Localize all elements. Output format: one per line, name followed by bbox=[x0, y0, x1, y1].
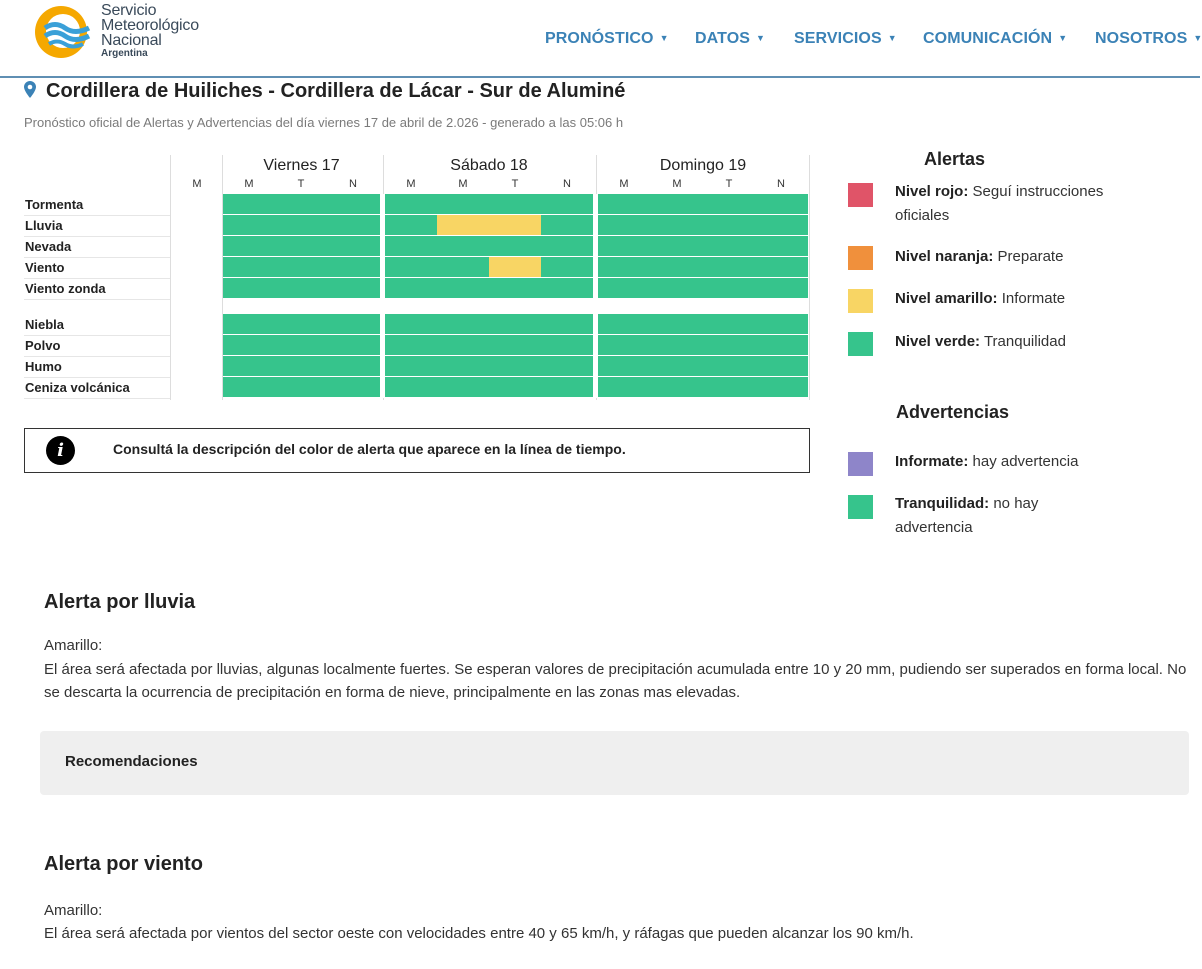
timeline-cell-verde bbox=[275, 356, 327, 377]
timeline-cell-verde bbox=[223, 194, 275, 215]
timeline-cell-verde bbox=[385, 194, 437, 215]
day-header: Sábado 18 bbox=[450, 157, 528, 174]
grid-divider bbox=[809, 155, 810, 400]
location-pin-icon bbox=[24, 81, 36, 98]
row-separator bbox=[24, 278, 170, 279]
forecast-subtitle: Pronóstico oficial de Alertas y Advertencias del día viernes 17 de abril de 2.026 - generado a las 05:06 h bbox=[24, 115, 624, 130]
timeline-cell-verde bbox=[755, 194, 808, 215]
timeline-cell-verde bbox=[223, 377, 275, 398]
timeline-cell-verde bbox=[437, 236, 489, 257]
cell-separator bbox=[223, 298, 808, 299]
period-label: M bbox=[406, 178, 416, 190]
chevron-down-icon: ▼ bbox=[887, 33, 897, 43]
timeline-cell-verde bbox=[489, 236, 541, 257]
legend-item-verde bbox=[895, 330, 1155, 354]
timeline-cell-verde bbox=[755, 257, 808, 278]
site-header bbox=[0, 0, 1200, 78]
timeline-cell-verde bbox=[275, 236, 327, 257]
period-label: M bbox=[458, 178, 468, 190]
timeline-cell-verde bbox=[489, 194, 541, 215]
period-label: M bbox=[619, 178, 629, 190]
nav-pronostico[interactable] bbox=[545, 30, 669, 48]
timeline-cell-verde bbox=[651, 257, 703, 278]
nav-datos[interactable] bbox=[695, 30, 765, 48]
timeline-cell-verde bbox=[385, 335, 437, 356]
period-label: M bbox=[244, 178, 254, 190]
timeline-cell-verde bbox=[437, 278, 489, 299]
legend-item-naranja bbox=[895, 245, 1155, 269]
timeline-cell-verde bbox=[541, 257, 593, 278]
nav-comunicacion[interactable] bbox=[923, 30, 1067, 48]
timeline-row-label: Tormenta bbox=[25, 197, 84, 212]
timeline-cell-verde bbox=[651, 194, 703, 215]
row-separator bbox=[24, 356, 170, 357]
timeline-cell-verde bbox=[598, 236, 651, 257]
legend-item-desc: Preparate bbox=[993, 248, 1064, 265]
brand-line-4: Argentina bbox=[101, 48, 148, 59]
timeline-cell-verde bbox=[385, 314, 437, 335]
timeline-cell-verde bbox=[385, 356, 437, 377]
timeline-cell-verde bbox=[275, 194, 327, 215]
timeline-cell-verde bbox=[489, 314, 541, 335]
timeline-row-label: Niebla bbox=[25, 317, 65, 332]
legend-item-name: Informate: bbox=[895, 453, 969, 470]
chevron-down-icon: ▼ bbox=[659, 33, 669, 43]
timeline-cell-verde bbox=[327, 194, 380, 215]
timeline-cell-verde bbox=[755, 335, 808, 356]
timeline-cell-verde bbox=[327, 377, 380, 398]
timeline-cell-verde bbox=[327, 314, 380, 335]
timeline-cell-verde bbox=[437, 314, 489, 335]
day-header: Domingo 19 bbox=[659, 157, 747, 174]
timeline-cell-verde bbox=[598, 278, 651, 299]
timeline-cell-verde bbox=[489, 278, 541, 299]
timeline-cell-amarillo bbox=[489, 257, 541, 278]
timeline-cell-verde bbox=[489, 335, 541, 356]
timeline-cell-verde bbox=[275, 335, 327, 356]
timeline-row-label: Viento zonda bbox=[25, 281, 106, 296]
alert-level: Amarillo: bbox=[44, 902, 103, 919]
legend-swatch-verde bbox=[848, 332, 873, 356]
timeline-cell-amarillo bbox=[437, 215, 489, 236]
chevron-down-icon: ▼ bbox=[1058, 33, 1068, 43]
timeline-cell-verde bbox=[327, 335, 380, 356]
timeline-cell-verde bbox=[651, 278, 703, 299]
brand-line-3: Nacional bbox=[101, 32, 162, 49]
day-gap bbox=[380, 194, 385, 398]
timeline-cell-verde bbox=[489, 377, 541, 398]
timeline-row-label: Viento bbox=[25, 260, 65, 275]
timeline-cell-verde bbox=[489, 356, 541, 377]
row-separator bbox=[24, 398, 170, 399]
legend-item-desc: no hay advertencia bbox=[895, 495, 1039, 536]
timeline-cell-verde bbox=[385, 377, 437, 398]
timeline-cell-verde bbox=[755, 236, 808, 257]
timeline-cell-verde bbox=[385, 236, 437, 257]
nav-servicios[interactable] bbox=[794, 30, 897, 48]
timeline-cell-verde bbox=[437, 335, 489, 356]
recommendations-label[interactable]: Recomendaciones bbox=[65, 753, 198, 770]
legend-swatch-advertencia bbox=[848, 452, 873, 476]
timeline-cell-verde bbox=[385, 215, 437, 236]
timeline-cell-verde bbox=[598, 314, 651, 335]
timeline-cell-verde bbox=[703, 215, 755, 236]
legend-item-rojo bbox=[895, 180, 1125, 228]
nav-datos-label: DATOS bbox=[695, 30, 751, 47]
brand-line-2: Meteorológico bbox=[101, 17, 199, 34]
timeline-cell-verde bbox=[651, 335, 703, 356]
period-label: N bbox=[777, 178, 785, 190]
nav-nosotros-label: NOSOTROS bbox=[1095, 30, 1188, 47]
timeline-cell-verde bbox=[541, 215, 593, 236]
timeline-cell-verde bbox=[223, 335, 275, 356]
timeline-cell-verde bbox=[598, 335, 651, 356]
timeline-cell-verde bbox=[437, 257, 489, 278]
timeline-row-label: Nevada bbox=[25, 239, 72, 254]
period-label: T bbox=[297, 178, 305, 190]
timeline-cell-verde bbox=[541, 356, 593, 377]
timeline-cell-verde bbox=[755, 356, 808, 377]
timeline-cell-verde bbox=[223, 356, 275, 377]
timeline-row-label: Polvo bbox=[25, 338, 61, 353]
period-label: N bbox=[349, 178, 357, 190]
timeline-cell-verde bbox=[755, 278, 808, 299]
timeline-cell-verde bbox=[703, 257, 755, 278]
nav-nosotros[interactable] bbox=[1095, 30, 1202, 48]
info-text: Consultá la descripción del color de alerta que aparece en la línea de tiempo. bbox=[113, 441, 626, 457]
legend-item-desc: Informate bbox=[997, 290, 1066, 307]
timeline-cell-verde bbox=[541, 236, 593, 257]
timeline-cell-verde bbox=[703, 335, 755, 356]
timeline-cell-verde bbox=[223, 236, 275, 257]
timeline-cell-verde bbox=[755, 377, 808, 398]
timeline-cell-verde bbox=[541, 278, 593, 299]
timeline-cell-verde bbox=[223, 257, 275, 278]
legend-item-name: Nivel rojo: bbox=[895, 183, 969, 200]
timeline-cell-verde bbox=[327, 236, 380, 257]
timeline-cell-verde bbox=[651, 377, 703, 398]
timeline-row-label: Ceniza volcánica bbox=[25, 380, 130, 395]
timeline-cell-verde bbox=[703, 194, 755, 215]
timeline-cell-verde bbox=[541, 335, 593, 356]
timeline-cell-verde bbox=[755, 215, 808, 236]
timeline-cell-verde bbox=[327, 215, 380, 236]
timeline-cell-verde bbox=[275, 257, 327, 278]
nav-comunicacion-label: COMUNICACIÓN bbox=[923, 30, 1053, 47]
row-separator bbox=[24, 236, 170, 237]
timeline-cell-verde bbox=[598, 215, 651, 236]
timeline-cell-verde bbox=[541, 194, 593, 215]
timeline-cell-verde bbox=[275, 278, 327, 299]
alert-title: Alerta por lluvia bbox=[44, 591, 196, 613]
timeline-cell-verde bbox=[703, 377, 755, 398]
timeline-cell-verde bbox=[651, 356, 703, 377]
cell-separator bbox=[223, 397, 808, 398]
day-gap bbox=[593, 194, 598, 398]
timeline-cell-verde bbox=[703, 278, 755, 299]
timeline-cell-verde bbox=[598, 356, 651, 377]
timeline-cell-verde bbox=[437, 356, 489, 377]
timeline-cell-verde bbox=[385, 257, 437, 278]
timeline-cell-verde bbox=[327, 257, 380, 278]
legend-alertas-title: Alertas bbox=[924, 149, 986, 169]
nav-pronostico-label: PRONÓSTICO bbox=[545, 30, 654, 47]
legend-item-desc: Seguí instrucciones oficiales bbox=[895, 183, 1104, 224]
page-title: Cordillera de Huiliches - Cordillera de Lácar - Sur de Aluminé bbox=[46, 80, 626, 102]
timeline-cell-verde bbox=[437, 194, 489, 215]
period-label: M bbox=[672, 178, 682, 190]
row-separator bbox=[24, 215, 170, 216]
timeline-cell-verde bbox=[541, 377, 593, 398]
timeline-cell-verde bbox=[598, 194, 651, 215]
info-icon: i bbox=[46, 436, 75, 465]
legend-swatch-amarillo bbox=[848, 289, 873, 313]
timeline-row-label: Humo bbox=[25, 359, 62, 374]
row-separator bbox=[24, 299, 170, 300]
timeline-cell-verde bbox=[437, 377, 489, 398]
info-box bbox=[24, 428, 810, 473]
brand-line-1: Servicio bbox=[101, 2, 157, 19]
timeline-cell-verde bbox=[541, 314, 593, 335]
legend-swatch-naranja bbox=[848, 246, 873, 270]
timeline-row-label: Lluvia bbox=[25, 218, 63, 233]
alert-description: El área será afectada por lluvias, algunas localmente fuertes. Se esperan valores de precipitación acumulada entre 10 y 20 mm, pudiendo ser superados en forma local. No se descarta la ocurrencia de precipitación en forma de nieve, principalmente en las zonas mas elevadas. bbox=[44, 661, 1187, 701]
legend-item-informate bbox=[895, 450, 1155, 474]
timeline-cell-verde bbox=[275, 314, 327, 335]
timeline-cell-verde bbox=[755, 314, 808, 335]
alert-level: Amarillo: bbox=[44, 637, 103, 654]
period-label: T bbox=[725, 178, 733, 190]
legend-item-tranquilidad bbox=[895, 492, 1070, 540]
chevron-down-icon: ▼ bbox=[1193, 33, 1202, 43]
timeline-cell-verde bbox=[651, 215, 703, 236]
timeline-cell-verde bbox=[327, 356, 380, 377]
legend-advertencias-title: Advertencias bbox=[896, 402, 1010, 422]
timeline-cell-verde bbox=[598, 257, 651, 278]
recommendations-panel[interactable] bbox=[40, 731, 1189, 795]
chevron-down-icon: ▼ bbox=[756, 33, 766, 43]
timeline-cell-verde bbox=[275, 215, 327, 236]
timeline-cell-verde bbox=[651, 236, 703, 257]
legend-item-name: Nivel amarillo: bbox=[895, 290, 998, 307]
timeline-cell-verde bbox=[223, 215, 275, 236]
period-label: T bbox=[511, 178, 519, 190]
alert-description: El área será afectada por vientos del sector oeste con velocidades entre 40 y 65 km/h, y ráfagas que pueden alcanzar los 90 km/h. bbox=[44, 925, 914, 942]
timeline-cell-verde bbox=[703, 356, 755, 377]
row-separator bbox=[24, 377, 170, 378]
legend-item-amarillo bbox=[895, 287, 1155, 311]
period-label: M bbox=[192, 178, 202, 190]
timeline-cell-verde bbox=[703, 236, 755, 257]
legend-item-name: Nivel naranja: bbox=[895, 248, 994, 265]
period-label: N bbox=[563, 178, 571, 190]
grid-divider bbox=[170, 155, 171, 400]
timeline-cell-verde bbox=[223, 314, 275, 335]
main-nav bbox=[0, 30, 1200, 50]
legend-swatch-tranquilidad bbox=[848, 495, 873, 519]
legend-item-name: Nivel verde: bbox=[895, 333, 981, 350]
legend-item-name: Tranquilidad: bbox=[895, 495, 990, 512]
timeline-cell-verde bbox=[275, 377, 327, 398]
day-header: Viernes 17 bbox=[263, 157, 340, 174]
legend-item-desc: hay advertencia bbox=[968, 453, 1079, 470]
timeline-cell-verde bbox=[651, 314, 703, 335]
timeline-cell-verde bbox=[327, 278, 380, 299]
alert-title: Alerta por viento bbox=[44, 853, 203, 875]
timeline-cell-verde bbox=[703, 314, 755, 335]
timeline-cell-verde bbox=[223, 278, 275, 299]
timeline-cell-verde bbox=[385, 278, 437, 299]
timeline-cell-amarillo bbox=[489, 215, 541, 236]
legend-swatch-rojo bbox=[848, 183, 873, 207]
legend-item-desc: Tranquilidad bbox=[980, 333, 1066, 350]
nav-servicios-label: SERVICIOS bbox=[794, 30, 882, 47]
row-separator bbox=[24, 257, 170, 258]
row-separator bbox=[24, 335, 170, 336]
timeline-cell-verde bbox=[598, 377, 651, 398]
